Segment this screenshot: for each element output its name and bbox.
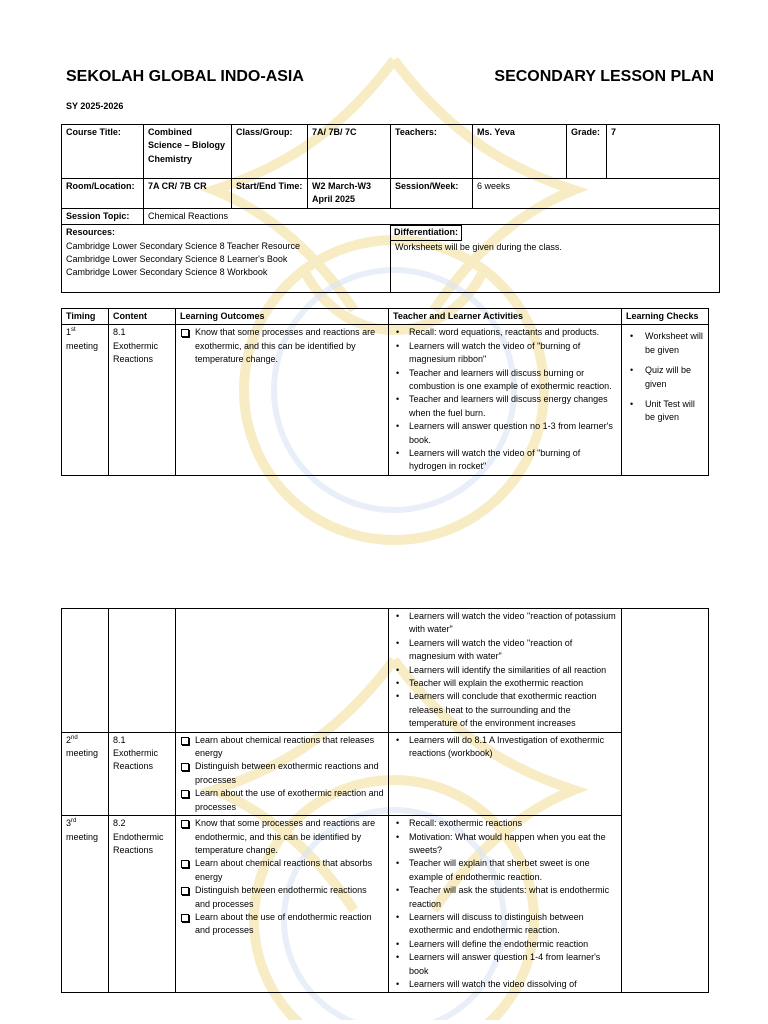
content-cell: 8.2 Endothermic Reactions: [109, 816, 176, 993]
teachers-value: Ms. Yeva: [473, 125, 567, 179]
resource-item: Cambridge Lower Secondary Science 8 Learner's Book: [66, 254, 288, 265]
activity-item: • Learners will watch the video "reaction of magnesium with water": [409, 637, 617, 664]
outcome-item: Learn about the use of exothermic reaction and processes: [195, 787, 384, 814]
session-week-label: Session/Week:: [391, 179, 473, 209]
content-cell: 8.1 Exothermic Reactions: [109, 732, 176, 815]
activities-cell: [389, 816, 622, 993]
course-info-table: [61, 124, 720, 293]
timing-cell: [62, 325, 109, 475]
outcome-item: Know that some processes and reactions are exothermic, and this can be identified by temperature change.: [195, 326, 384, 366]
activity-item: • Learners will discuss to distinguish between exothermic and endothermic reaction.: [409, 911, 617, 938]
activity-item: • Motivation: What would happen when you eat the sweets?: [409, 831, 617, 858]
check-item: • Unit Test will be given: [645, 398, 704, 425]
resource-item: Cambridge Lower Secondary Science 8 Workbook: [66, 267, 268, 278]
outcomes-cell: [176, 325, 389, 475]
header-timing: Timing: [62, 309, 109, 325]
outcome-item: Learn about chemical reactions that absorbs energy: [195, 857, 384, 884]
table-row: [62, 732, 709, 815]
time-label: Start/End Time:: [232, 179, 308, 209]
activity-item: • Learners will do 8.1 A Investigation of exothermic reactions (workbook): [409, 734, 617, 761]
activity-item: • Recall: exothermic reactions: [409, 817, 617, 830]
activities-cell: [389, 732, 622, 815]
resource-item: Cambridge Lower Secondary Science 8 Teacher Resource: [66, 240, 300, 251]
activity-item: • Teacher will explain that sherbet sweet is one example of endothermic reaction.: [409, 857, 617, 884]
learning-checks-cell: [622, 609, 709, 993]
class-group-label: Class/Group:: [232, 125, 308, 179]
outcomes-cell: [176, 816, 389, 993]
content-cell: 8.1 Exothermic Reactions: [109, 325, 176, 475]
outcome-item: Distinguish between exothermic reactions and processes: [195, 760, 384, 787]
meeting-number: 3: [66, 818, 72, 829]
lesson-plan-table: [61, 308, 709, 476]
course-title-value: Combined Science – Biology Chemistry: [144, 125, 232, 179]
document-type: SECONDARY LESSON PLAN: [494, 68, 714, 85]
activities-cell: [389, 325, 622, 475]
room-label: Room/Location:: [62, 179, 144, 209]
outcomes-cell: [176, 609, 389, 733]
activity-item: • Learners will watch the video of "burning of hydrogen in rocket": [409, 447, 617, 474]
session-week-value: 6 weeks: [473, 179, 720, 209]
differentiation-label: Differentiation:: [390, 225, 462, 240]
time-value: W2 March-W3 April 2025: [308, 179, 391, 209]
class-group-value: 7A/ 7B/ 7C: [308, 125, 391, 179]
session-topic-label: Session Topic:: [62, 208, 144, 224]
activity-item: • Teacher will ask the students: what is endothermic reaction: [409, 884, 617, 911]
content-cell: [109, 609, 176, 733]
timing-cell: [62, 609, 109, 733]
activity-item: • Learners will conclude that exothermic reaction releases heat to the surrounding and the temperature of the environment increases: [409, 690, 617, 730]
school-year: SY 2025-2026: [66, 101, 124, 111]
timing-cell: [62, 732, 109, 815]
outcomes-cell: [176, 732, 389, 815]
resources-label: Resources:: [66, 227, 116, 238]
room-value: 7A CR/ 7B CR: [144, 179, 232, 209]
check-item: • Worksheet will be given: [645, 330, 704, 357]
differentiation-value: Worksheets will be given during the class.: [395, 241, 562, 252]
activity-item: • Teacher and learners will discuss energy changes when the fuel burn.: [409, 393, 617, 420]
meeting-number: 1: [66, 327, 72, 338]
activity-item: • Recall: word equations, reactants and products.: [409, 326, 617, 339]
outcome-item: Know that some processes and reactions are endothermic, and this can be identified by temperature change.: [195, 817, 384, 857]
activity-item: • Learners will answer question no 1-3 from learner's book.: [409, 420, 617, 447]
teachers-label: Teachers:: [391, 125, 473, 179]
course-title-label: Course Title:: [62, 125, 144, 179]
meeting-number: 2: [66, 734, 72, 745]
activity-item: • Learners will identify the similarities of all reaction: [409, 664, 617, 677]
table-row: [62, 609, 709, 733]
outcome-item: Learn about the use of endothermic reaction and processes: [195, 911, 384, 938]
outcome-item: Learn about chemical reactions that releases energy: [195, 734, 384, 761]
header-content: Content: [109, 309, 176, 325]
activity-item: • Learners will answer question 1-4 from learner's book: [409, 951, 617, 978]
session-topic-value: Chemical Reactions: [144, 208, 720, 224]
table-row: [62, 325, 709, 475]
ordinal-suffix: st: [71, 327, 76, 334]
ordinal-suffix: nd: [71, 734, 78, 741]
activity-item: • Teacher and learners will discuss burning or combustion is one example of exothermic reaction.: [409, 367, 617, 394]
differentiation-cell: [391, 225, 720, 293]
activity-item: • Learners will watch the video of "burning of magnesium ribbon": [409, 340, 617, 367]
grade-value: 7: [607, 125, 720, 179]
timing-cell: [62, 816, 109, 993]
activity-item: • Learners will define the endothermic reaction: [409, 938, 617, 951]
table-row: [62, 816, 709, 993]
activity-item: • Teacher will explain the exothermic reaction: [409, 677, 617, 690]
lesson-plan-table-continued: [61, 608, 709, 993]
activities-cell: [389, 609, 622, 733]
check-item: • Quiz will be given: [645, 364, 704, 391]
meeting-word: meeting: [66, 831, 99, 842]
ordinal-suffix: rd: [71, 818, 77, 825]
activity-item: • Learners will watch the video "reaction of potassium with water": [409, 610, 617, 637]
header-learning-outcomes: Learning Outcomes: [176, 309, 389, 325]
school-name: SEKOLAH GLOBAL INDO-ASIA: [66, 68, 304, 85]
meeting-word: meeting: [66, 340, 99, 351]
learning-checks-cell: [622, 325, 709, 475]
resources-cell: [62, 225, 391, 293]
header-activities: Teacher and Learner Activities: [389, 309, 622, 325]
grade-label: Grade:: [567, 125, 607, 179]
meeting-word: meeting: [66, 748, 99, 759]
activity-item: • Learners will watch the video dissolving of: [409, 978, 617, 991]
header-learning-checks: Learning Checks: [622, 309, 709, 325]
outcome-item: Distinguish between endothermic reactions and processes: [195, 884, 384, 911]
